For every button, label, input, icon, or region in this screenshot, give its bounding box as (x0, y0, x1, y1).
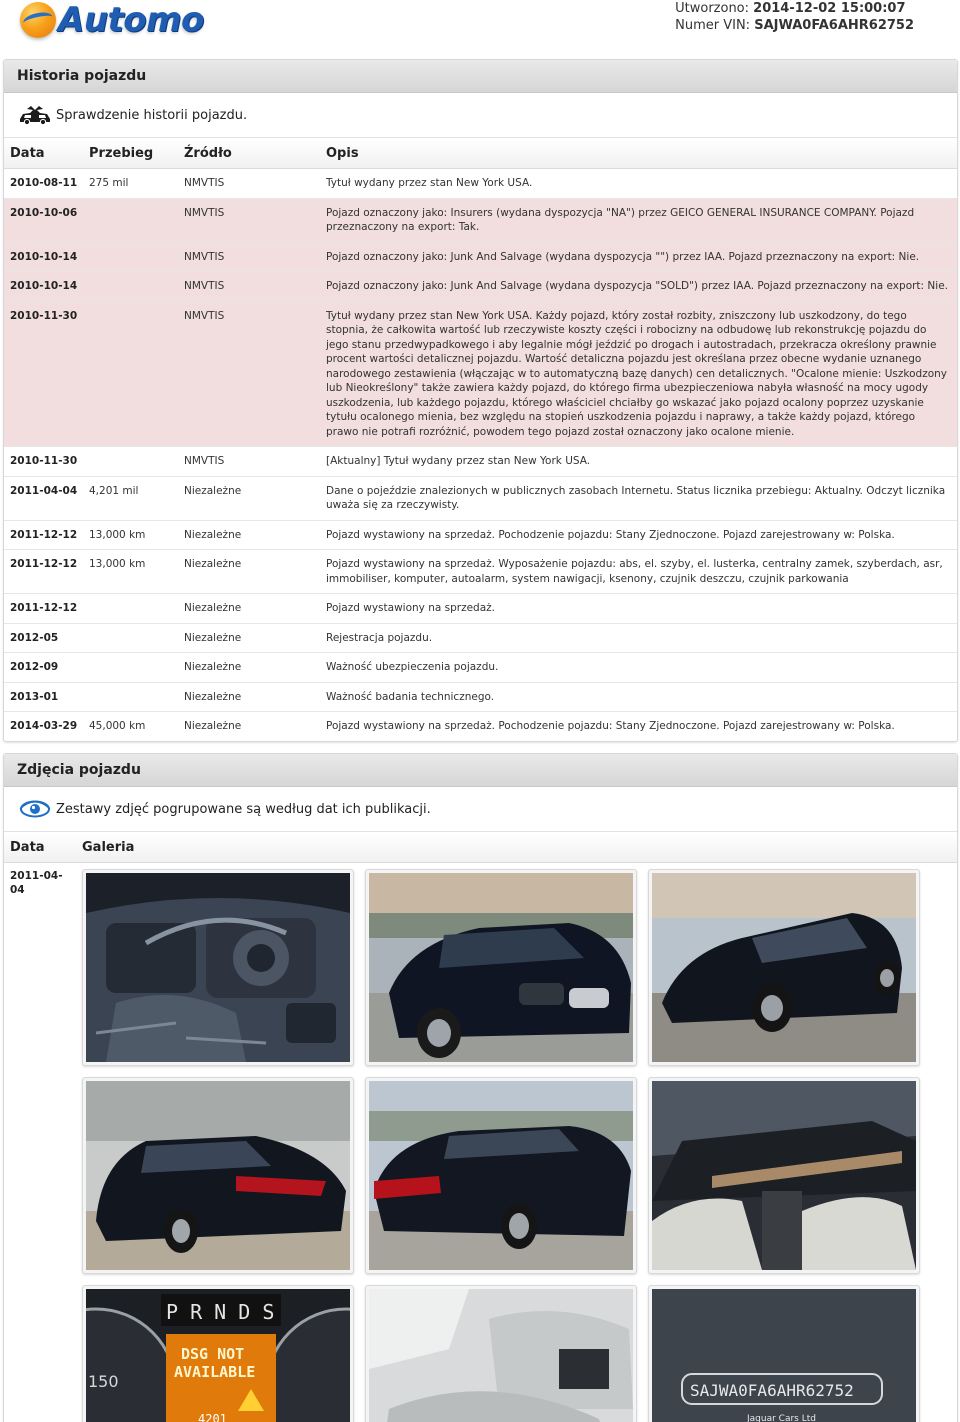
row-date: 2011-12-12 (10, 602, 78, 614)
row-source: Niezależne (184, 602, 242, 614)
row-source: Niezależne (184, 661, 242, 673)
vin-label: Numer VIN: (675, 18, 751, 33)
row-description: Pojazd oznaczony jako: Insurers (wydana dyspozycja "NA") przez GEICO GENERAL INSURANCE COMPANY. Pojazd przeznaczony na export: Tak. (326, 206, 915, 233)
logo-ball-icon (20, 2, 56, 38)
col-date: Data (10, 145, 45, 161)
rear-view-image (369, 1081, 633, 1270)
row-date: 2014-03-29 (10, 720, 78, 732)
page-header (0, 0, 960, 58)
engine-bay-image (86, 873, 350, 1062)
photo-instrument-cluster[interactable] (82, 1285, 354, 1422)
row-mileage (89, 454, 184, 469)
created-value: 2014-12-02 15:00:07 (753, 1, 906, 16)
row-source: NMVTIS (184, 309, 225, 322)
row-description: Pojazd wystawiony na sprzedaż. (326, 602, 496, 614)
row-date: 2010-11-30 (10, 309, 78, 322)
row-mileage (89, 660, 184, 675)
history-info (4, 93, 957, 138)
row-description: Tytuł wydany przez stan New York USA. (326, 177, 533, 189)
dash-warning-line1: DSG NOT (181, 1345, 245, 1363)
table-row (4, 243, 957, 273)
row-date: 2011-12-12 (10, 558, 78, 570)
table-row (4, 302, 957, 448)
row-mileage: 13,000 km (89, 558, 146, 570)
photo-rear-left[interactable] (82, 1077, 354, 1274)
row-mileage: 45,000 km (89, 720, 146, 732)
car-crash-icon (18, 105, 52, 125)
vin-plate-image (652, 1289, 916, 1422)
photos-table-header (4, 832, 957, 863)
eye-icon (18, 799, 52, 819)
row-source: NMVTIS (184, 250, 225, 263)
row-description: Pojazd oznaczony jako: Junk And Salvage (wydana dyspozycja "") przez IAA. Pojazd przeznaczony na export: Nie. (326, 250, 920, 263)
row-description: [Aktualny] Tytuł wydany przez stan New York USA. (326, 455, 591, 467)
row-description: Pojazd wystawiony na sprzedaż. Pochodzenie pojazdu: Stany Zjednoczone. Pojazd zarejestrowany w: Polska. (326, 720, 895, 732)
row-source: Niezależne (184, 720, 242, 732)
history-panel (3, 59, 958, 742)
row-description: Dane o pojeździe znalezionych w publicznych zasobach Internetu. Status licznika przebiegu: Aktualny. Odczyt licznika uważa się za rzeczywisty. (326, 484, 946, 511)
photo-front-view[interactable] (365, 869, 637, 1066)
vin-value: SAJWA0FA6AHR62752 (754, 18, 914, 33)
row-date: 2010-08-11 (10, 177, 78, 189)
col-date: Data (10, 839, 45, 855)
gallery-row (4, 863, 957, 1422)
row-source: NMVTIS (184, 206, 225, 219)
report-meta (675, 0, 914, 34)
row-mileage (89, 279, 184, 294)
row-mileage (89, 250, 184, 265)
logo-text: Automo (58, 0, 204, 40)
row-description: Rejestracja pojazdu. (326, 631, 433, 644)
row-source: NMVTIS (184, 455, 225, 467)
photos-info-text: Zestawy zdjęć pogrupowane są według dat ich publikacji. (56, 801, 431, 817)
row-source: Niezależne (184, 558, 242, 570)
history-title: Historia pojazdu (4, 60, 957, 93)
table-row (4, 594, 957, 624)
photo-interior-dashboard[interactable] (648, 1077, 920, 1274)
row-source: Niezależne (184, 528, 242, 541)
photo-rear-seats[interactable] (365, 1285, 637, 1422)
table-row (4, 477, 957, 521)
row-mileage: 13,000 km (89, 528, 146, 541)
row-description: Ważność ubezpieczenia pojazdu. (326, 661, 499, 673)
row-date: 2011-04-04 (10, 484, 78, 497)
photos-panel (3, 753, 958, 1422)
photo-vin-plate[interactable] (648, 1285, 920, 1422)
rear-seats-image (369, 1289, 633, 1422)
row-date: 2011-12-12 (10, 528, 78, 541)
row-description: Tytuł wydany przez stan New York USA. Każdy pojazd, który został rozbity, zniszczony lub uszkodzony, do tego stopnia, że całkowita wartość lub rzeczywiste koszty części i robocizny na odbudowę lub rekonstrukcję pojazdu do jego stanu przedwypadkowego i aby legalnie mógł jeździć po drogach i autostradach, przekracza określony prawnie procent wartości detalicznej pojazdu. Wartość detaliczna pojazdu jest określana przez obecne wydanie uznanego narodowego zestawienia (włączając w to automatyczną bazę danych) cen detalicznych. "Ocalone mienie: Uszkodzony lub Nieokreślony" także zawiera każdy pojazd, do którego firma ubezpieczeniowa nabyła własność na mocy ugody uszkodzenia, lub każdego pojazdu, którego właściciel chciałby go wskazać jako pojazd ocalony poprzez uzyskanie tytułu ocalonego mienia, bez względu na stopień uszkodzenia pojazdu i naprawy, a także każdy pojazd, którego prawo nie potrafi rozróżnić, powodem tego pojazd został oznaczony jako ocalone mienie. (326, 309, 947, 438)
interior-dashboard-image (652, 1081, 916, 1270)
history-info-text: Sprawdzenie historii pojazdu. (56, 107, 248, 123)
table-row (4, 169, 957, 199)
col-description: Opis (326, 145, 359, 161)
photos-info (4, 787, 957, 832)
row-mileage (89, 690, 184, 705)
row-mileage (89, 206, 184, 235)
front-view-image (369, 873, 633, 1062)
row-date: 2012-09 (10, 661, 59, 673)
row-source: Niezależne (184, 690, 242, 703)
gallery-date-line2: 04 (10, 884, 25, 896)
photos-title: Zdjęcia pojazdu (4, 754, 957, 787)
row-description: Pojazd wystawiony na sprzedaż. Pochodzenie pojazdu: Stany Zjednoczone. Pojazd zarejestrowany w: Polska. (326, 528, 895, 541)
row-date: 2010-11-30 (10, 455, 78, 467)
col-source: Źródło (184, 145, 232, 161)
gallery-date-line1: 2011-04- (10, 870, 63, 882)
row-mileage: 4,201 mil (89, 484, 139, 497)
row-mileage (89, 631, 184, 646)
automo-logo[interactable] (20, 0, 230, 40)
odometer-value: 4201 (198, 1412, 227, 1422)
history-table-body (4, 169, 957, 741)
table-row (4, 624, 957, 654)
col-mileage: Przebieg (89, 145, 154, 161)
photo-engine-bay[interactable] (82, 869, 354, 1066)
photo-side-damage[interactable] (648, 869, 920, 1066)
instrument-cluster-image (86, 1289, 350, 1422)
vin-plate-maker: Jaguar Cars Ltd (747, 1414, 816, 1422)
gear-indicator: P R N D S (166, 1300, 275, 1324)
history-table-header (4, 138, 957, 169)
row-source: Niezależne (184, 631, 242, 644)
table-row (4, 653, 957, 683)
table-row (4, 550, 957, 594)
side-damage-image (652, 873, 916, 1062)
row-date: 2010-10-06 (10, 206, 78, 219)
rear-left-image (86, 1081, 350, 1270)
row-mileage (89, 309, 184, 440)
dash-warning-line2: AVAILABLE (174, 1363, 256, 1381)
row-date: 2013-01 (10, 690, 59, 703)
row-description: Pojazd oznaczony jako: Junk And Salvage (wydana dyspozycja "SOLD") przez IAA. Pojazd przeznaczony na export: Nie. (326, 280, 948, 292)
row-mileage (89, 601, 184, 616)
row-date: 2012-05 (10, 631, 59, 644)
table-row (4, 199, 957, 243)
table-row (4, 272, 957, 302)
col-gallery: Galeria (82, 839, 135, 855)
row-source: NMVTIS (184, 280, 225, 292)
table-row (4, 521, 957, 551)
row-source: Niezależne (184, 484, 242, 497)
gauge-150-label: 150 (88, 1372, 119, 1391)
row-mileage: 275 mil (89, 177, 129, 189)
row-date: 2010-10-14 (10, 280, 78, 292)
created-label: Utworzono: (675, 1, 750, 16)
row-source: NMVTIS (184, 177, 225, 189)
row-description: Pojazd wystawiony na sprzedaż. Wyposażenie pojazdu: abs, el. szyby, el. lusterka, centralny zamek, szyberdach, asr, immobiliser, komputer, autoalarm, system nawigacji, ksenony, czujnik deszczu, czujnik parkowania (326, 558, 943, 585)
row-date: 2010-10-14 (10, 250, 78, 263)
gallery-date (4, 869, 82, 1422)
gallery-grid (82, 869, 920, 1422)
row-description: Ważność badania technicznego. (326, 690, 495, 703)
table-row (4, 683, 957, 713)
photo-rear-view[interactable] (365, 1077, 637, 1274)
vin-plate-number: SAJWA0FA6AHR62752 (690, 1381, 854, 1400)
table-row (4, 447, 957, 477)
table-row (4, 712, 957, 741)
